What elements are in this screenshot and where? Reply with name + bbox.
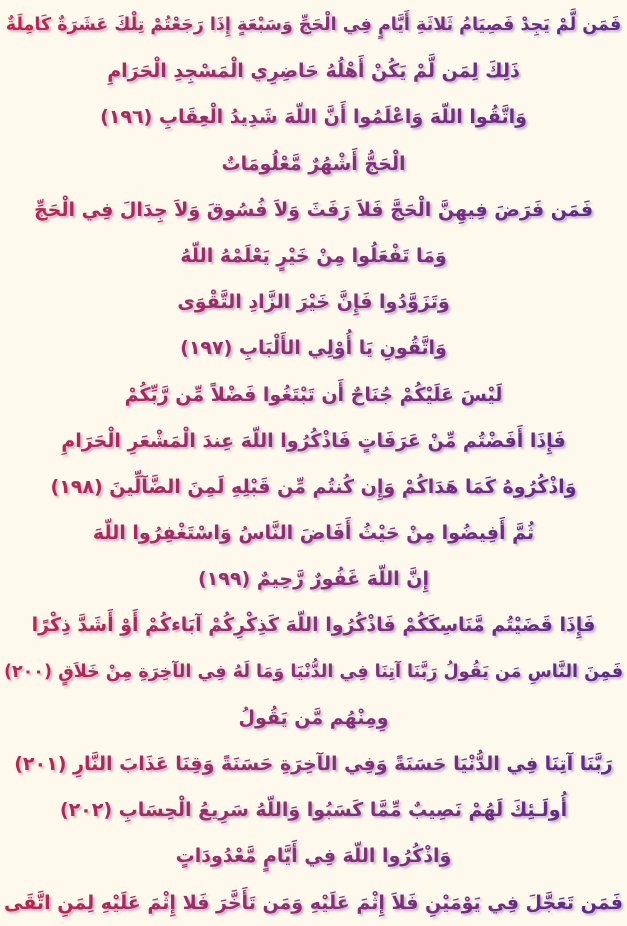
verse-line: رَبَّنَا آتِنَا فِي الدُّنْيَا حَسَنَةً وَفِي الآخِرَةِ حَسَنَةً وَقِنَا عَذَابَ النَّارِ (٢٠١) <box>0 741 627 787</box>
verse-line: ذَلِكَ لِمَن لَّمْ يَكُنْ أَهْلُهُ حَاضِرِي الْمَسْجِدِ الْحَرَامِ <box>0 48 627 94</box>
verse-line: وَمَا تَفْعَلُوا مِنْ خَيْرٍ يَعْلَمْهُ اللّهُ <box>0 233 627 279</box>
verse-line: فَإِذَا أَفَضْتُم مِّنْ عَرَفَاتٍ فَاذْكُرُوا اللّهَ عِندَ الْمَشْعَرِ الْحَرَامِ <box>0 418 627 464</box>
verse-line: فَمَن لَّمْ يَجِدْ فَصِيَامُ ثَلاثَةِ أَيَّامٍ فِي الْحَجِّ وَسَبْعَةٍ إِذَا رَجَعْتُمْ تِلْكَ عَشَرَةٌ كَامِلَةٌ <box>0 2 627 48</box>
verse-line: وِمِنْهُم مَّن يَقُولُ <box>0 695 627 741</box>
verse-line: إِنَّ اللّهَ غَفُورٌ رَّحِيمٌ (١٩٩) <box>0 556 627 602</box>
verse-line: أُولَـئِكَ لَهُمْ نَصِيبٌ مِّمَّا كَسَبُوا وَاللّهُ سَرِيعُ الْحِسَابِ (٢٠٢) <box>0 787 627 833</box>
verse-line: وَتَزَوَّدُوا فَإِنَّ خَيْرَ الزَّادِ التَّقْوَى <box>0 279 627 325</box>
verse-line: الْحَجُّ أَشْهُرٌ مَّعْلُومَاتٌ <box>0 141 627 187</box>
verse-line: وَاتَّقُونِ يَا أُوْلِي الأَلْبَابِ (١٩٧) <box>0 325 627 371</box>
verse-line: لَيْسَ عَلَيْكُمْ جُنَاحٌ أَن تَبْتَغُوا فَضْلاً مِّن رَّبِّكُمْ <box>0 372 627 418</box>
verse-line: فَمَن فَرَضَ فِيهِنَّ الْحَجَّ فَلاَ رَفَثَ وَلاَ فُسُوقَ وَلاَ جِدَالَ فِي الْحَجِّ <box>0 187 627 233</box>
verse-line: فَمَن تَعَجَّلَ فِي يَوْمَيْنِ فَلاَ إِثْمَ عَلَيْهِ وَمَن تَأَخَّرَ فَلا إِثْمَ عَلَيْهِ لِمَنِ اتَّقَى <box>0 880 627 926</box>
verse-list <box>0 2 627 926</box>
verse-line: فَمِنَ النَّاسِ مَن يَقُولُ رَبَّنَا آتِنَا فِي الدُّنْيَا وَمَا لَهُ فِي الآخِرَةِ مِنْ خَلاَقٍ (٢٠٠) <box>0 649 627 695</box>
verse-line: ثُمَّ أَفِيضُوا مِنْ حَيْثُ أَفَاضَ النَّاسُ وَاسْتَغْفِرُوا اللّهَ <box>0 510 627 556</box>
verse-line: وَاذْكُرُوا اللّهَ فِي أَيَّامٍ مَّعْدُودَاتٍ <box>0 833 627 879</box>
verse-line: وَاتَّقُوا اللّهَ وَاعْلَمُوا أَنَّ اللّهَ شَدِيدُ الْعِقَابِ (١٩٦) <box>0 94 627 140</box>
verse-line: وَاذْكُرُوهُ كَمَا هَدَاكُمْ وَإِن كُنتُم مِّن قَبْلِهِ لَمِنَ الضَّآلِّينَ (١٩٨) <box>0 464 627 510</box>
verse-line: فَإِذَا قَضَيْتُم مَّنَاسِكَكُمْ فَاذْكُرُوا اللّهَ كَذِكْرِكُمْ آبَاءكُمْ أَوْ أَشَدَّ ذِكْرًا <box>0 602 627 648</box>
